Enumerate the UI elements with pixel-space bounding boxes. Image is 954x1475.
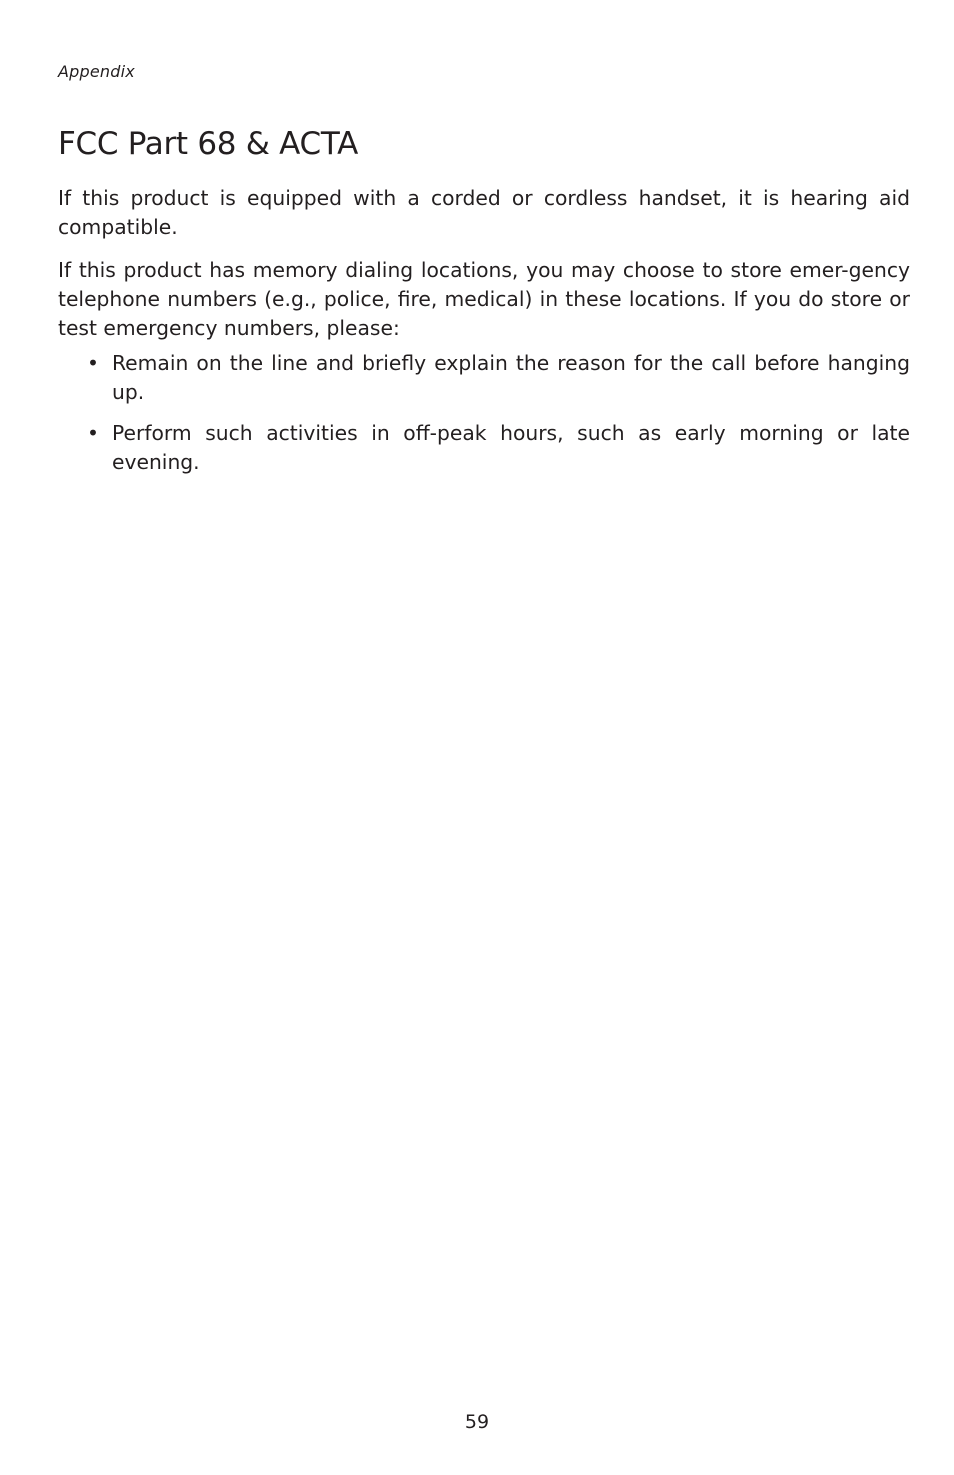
list-item-text: Perform such activities in off-peak hours, such as early morning or late evening. xyxy=(112,421,910,474)
running-head: Appendix xyxy=(58,62,135,81)
bullet-icon: • xyxy=(87,421,99,445)
list-item xyxy=(58,349,910,407)
page-number: 59 xyxy=(464,1411,490,1433)
bullet-list xyxy=(58,349,910,477)
list-item xyxy=(58,419,910,477)
section-title: FCC Part 68 & ACTA xyxy=(58,126,358,162)
paragraph: If this product is equipped with a corded or cordless handset, it is hearing aid compatible. xyxy=(58,186,910,239)
list-item-text: Remain on the line and briefly explain the reason for the call before hanging up. xyxy=(112,351,910,404)
section-body xyxy=(58,184,910,477)
paragraph: If this product has memory dialing locations, you may choose to store emer-gency telephone numbers (e.g., police, fire, medical) in these locations. If you do store or test emergency numbers, please: xyxy=(58,258,910,340)
bullet-icon: • xyxy=(87,351,99,375)
